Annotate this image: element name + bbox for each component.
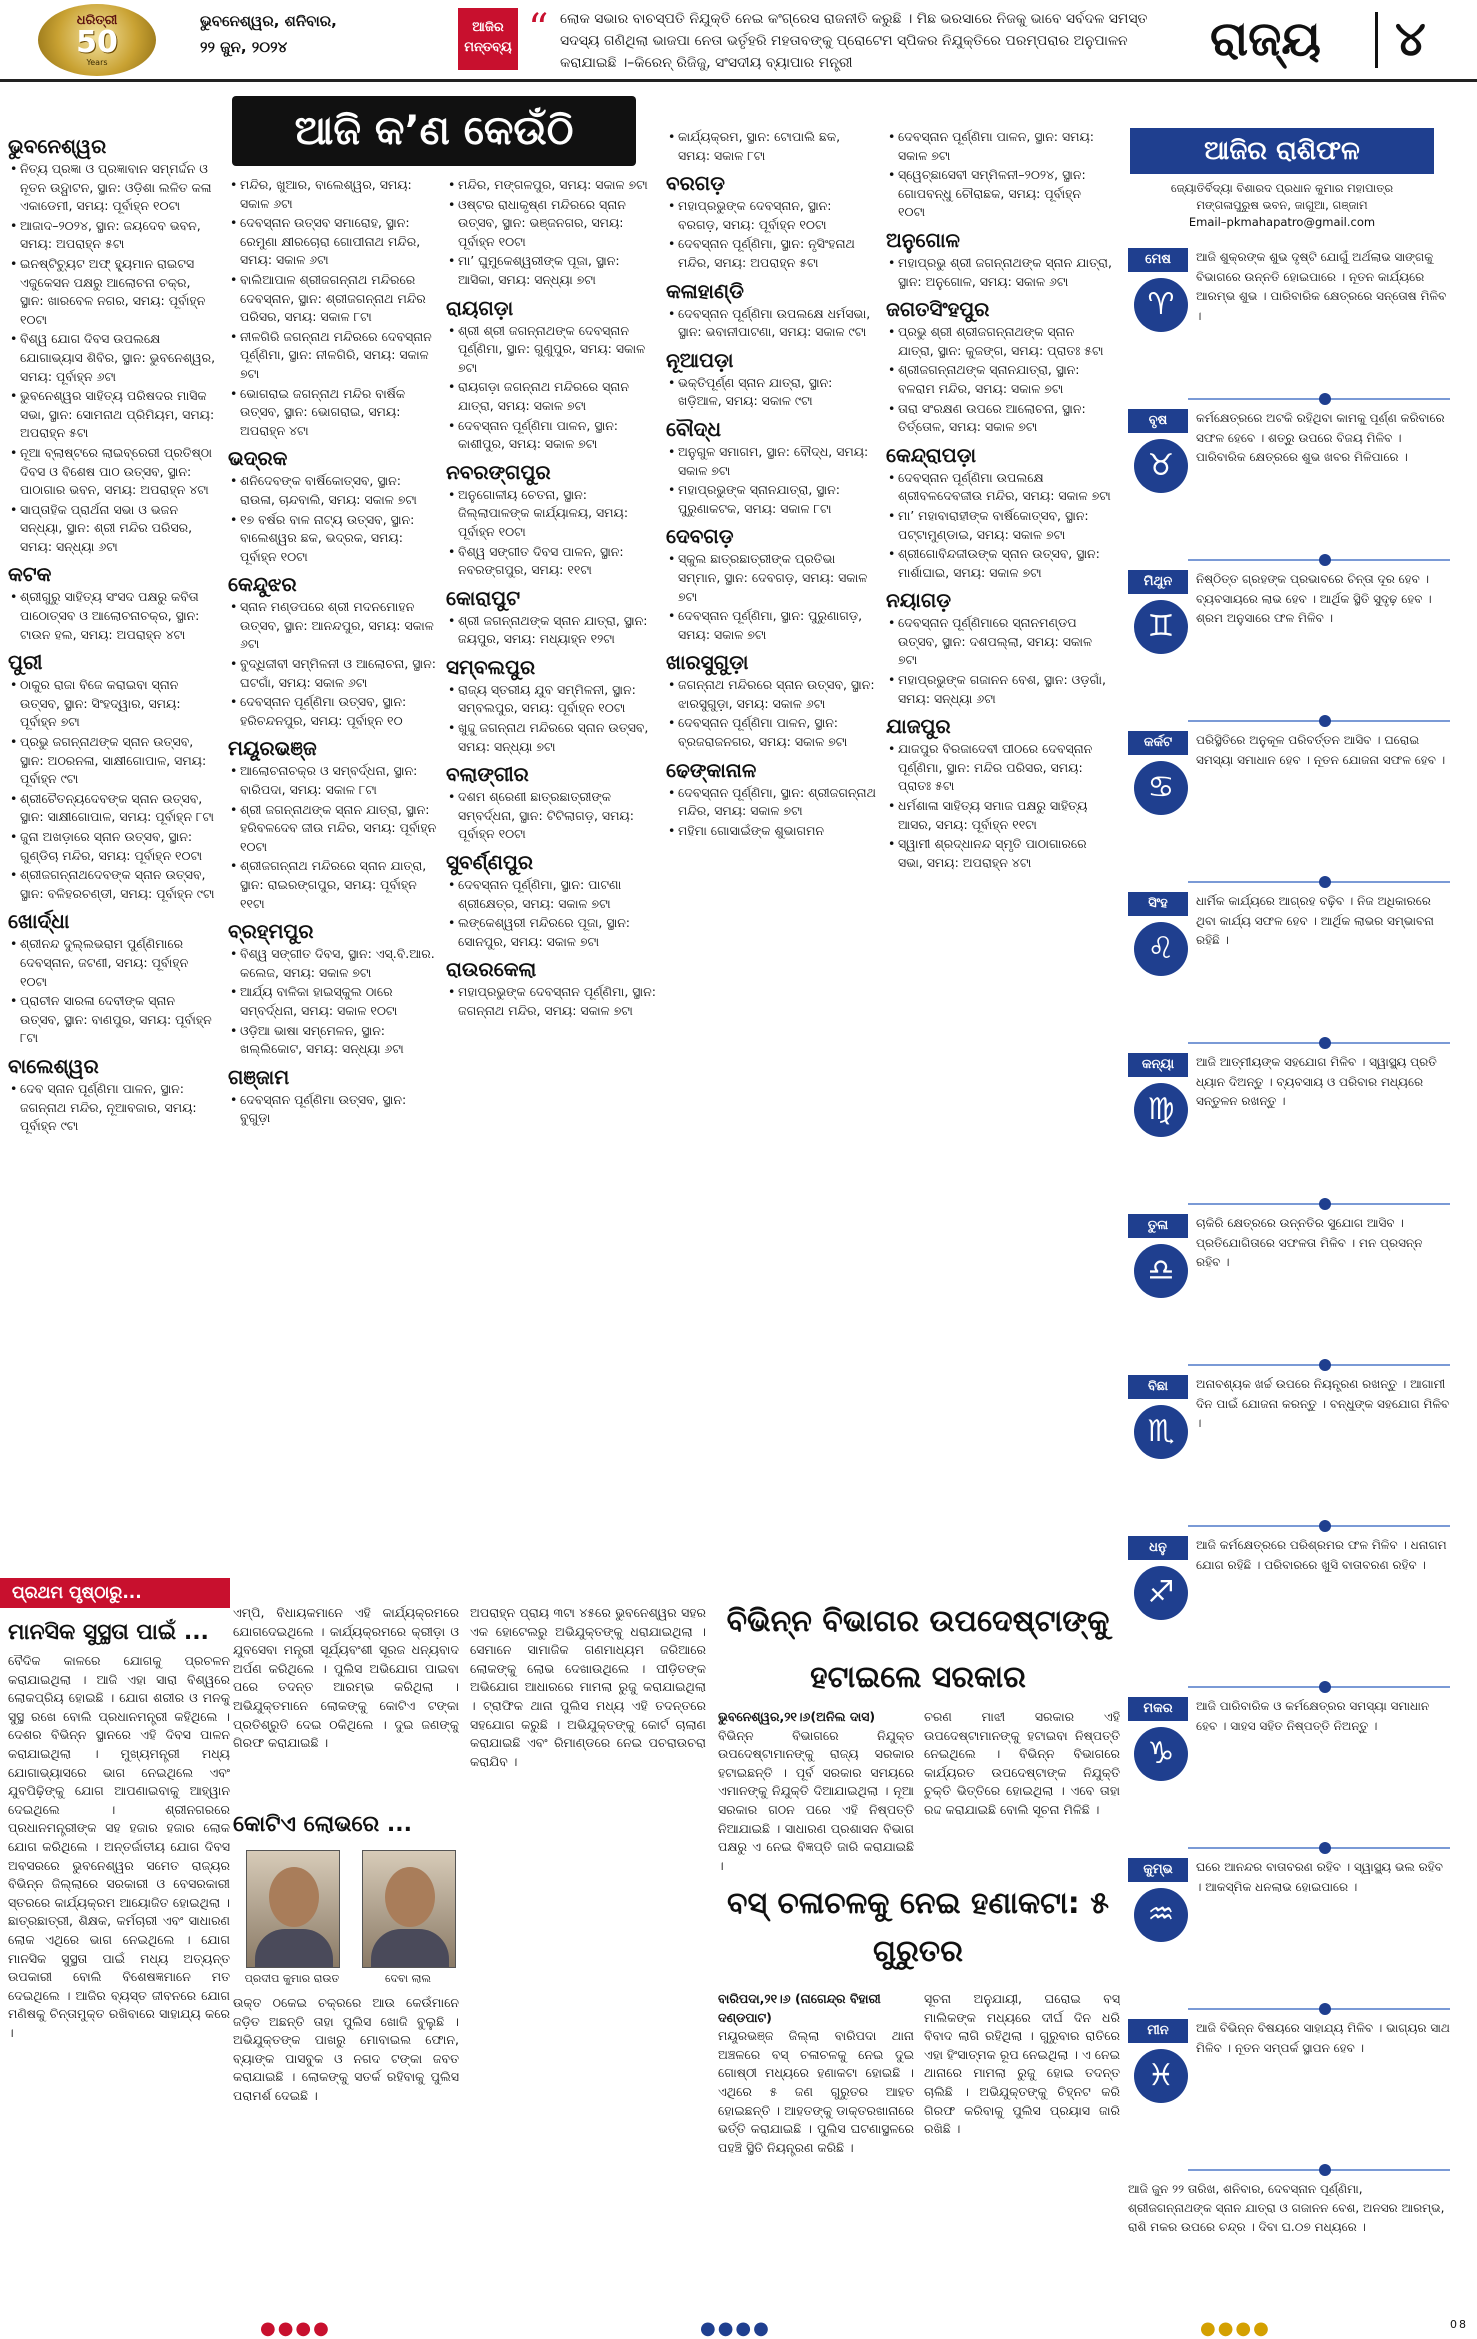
event-item: • ଲଙ୍କେଶ୍ୱରୀ ମନ୍ଦିରରେ ପୂଜା, ସ୍ଥାନ: ସୋନପୁର, ସମୟ: ସକାଳ ୭ଟା (446, 914, 656, 951)
city-heading: କେନ୍ଦ୍ରାପଡ଼ା (886, 442, 977, 467)
accused-photo-1-caption: ପ୍ରଦୀପ କୁମାର ରାଉତ (244, 1972, 340, 1985)
quote-badge: ଆଜିର ମନ୍ତବ୍ୟ (458, 8, 518, 70)
event-item: • ଦେବସ୍ନାନ ପୂର୍ଣ୍ଣିମା ପାଳନ, ସ୍ଥାନ: ସମୟ: ସକାଳ ୭ଟା (886, 128, 1112, 165)
event-item: • ଦେବସ୍ନାନ ପୂର୍ଣ୍ଣିମା, ସ୍ଥାନ: ପୁରୁଣାଗଡ଼, ସମୟ: ସକାଳ ୭ଟା (666, 607, 876, 644)
horoscope-sign (1128, 1858, 1450, 2014)
city-heading: ସୁବର୍ଣ୍ଣପୁର (446, 850, 534, 875)
sign-prediction: କର୍ମକ୍ଷେତ୍ରରେ ଅଟକି ରହିଥିବା କାମକୁ ପୂର୍ଣ୍ଣ କରିବାରେ ସଫଳ ହେବେ । ଶତ୍ରୁ ଉପରେ ବିଜୟ ମିଳିବ । ପାରିବାରିକ କ୍ଷେତ୍ରରେ ଶୁଭ ଖବର ମିଳିପାରେ । (1196, 411, 1445, 464)
events-column-5 (886, 128, 1112, 1568)
city-heading: ମୟୂରଭଞ୍ଜ (228, 736, 317, 761)
event-item: • ଶ୍ରୀଜଗନ୍ନାଥ ମନ୍ଦିରରେ ସ୍ନାନ ଯାତ୍ରା, ସ୍ଥାନ: ରାଇରଙ୍ଗପୁର, ସମୟ: ପୂର୍ବାହ୍ନ ୧୧ଟା (228, 857, 438, 913)
story-bus-clash-body (718, 1990, 914, 2306)
event-item: • ଶ୍ରୀନନ୍ଦ ଦୁଲ୍ଲଭରାମ ପୁର୍ଣ୍ଣିମାରେ ଦେବସ୍ନାନ, ଜଟଣୀ, ସମୟ: ପୂର୍ବାହ୍ନ ୧୦ଟା (8, 935, 218, 991)
zodiac-icon: ♉ (1134, 439, 1188, 493)
story-mental-health (8, 1618, 230, 2308)
horoscope-sign (1128, 1214, 1450, 1370)
city-heading: ବ୍ରହ୍ମପୁର (228, 919, 314, 944)
quote-text: ଲୋକ ସଭାର ବାଚସ୍ପତି ନିଯୁକ୍ତି ନେଇ କଂଗ୍ରେସ ରାଜନୀତି କରୁଛି । ମିଛ ଭରସାରେ ନିଜକୁ ଭାବେ ସର୍ବଦଳ ସମସ୍ତ ସଦସ୍ୟ ଗଣିଥିଲା ଭାଜପା ନେତା ଭର୍ତୃହରି ମହତାବଙ୍କୁ ପ୍ରୋଟେମ ସ୍ପିକର ନିଯୁକ୍ତିରେ ପରମ୍ପରାର ଅନୁପାଳନ କରାଯାଇଛି ।–କିରେନ୍ ରିଜିଜୁ, ସଂସଦୀୟ ବ୍ୟାପାର ମନ୍ତ୍ରୀ (560, 11, 1148, 71)
story-crore-lure-continued (233, 1994, 459, 2306)
event-item: • ନୂଆ ବ୍ଲାଷ୍ଟରେ ଲାଇବ୍ରେରୀ ପ୍ରତିଷ୍ଠା ଦିବସ ଓ ବିଶେଷ ପାଠ ଉତ୍ସବ, ସ୍ଥାନ: ପାଠାଗାର ଭବନ, ସମୟ: ଅପରାହ୍ନ ୪ଟା (8, 444, 218, 500)
horoscope-title: ଆଜିର ରାଶିଫଳ (1130, 128, 1434, 174)
sign-name: ମକର (1128, 1697, 1188, 1721)
zodiac-icon: ♎ (1134, 1244, 1188, 1298)
event-item: • ଭୋଗରାଇ ଜଗନ୍ନାଥ ମନ୍ଦିର ବାର୍ଷିକ ଉତ୍ସବ, ସ୍ଥାନ: ଭୋଗରାଇ, ସମୟ: ଅପରାହ୍ନ ୪ଟା (228, 385, 438, 441)
sign-prediction: ଧାର୍ମିକ କାର୍ଯ୍ୟରେ ଆଗ୍ରହ ବଢ଼ିବ । ନିଜ ଅଧିକାରରେ ଥିବା କାର୍ଯ୍ୟ ସଫଳ ହେବ । ଆର୍ଥିକ ଲାଭର ସମ୍ଭାବନା ରହିଛି । (1196, 894, 1434, 947)
sign-separator (1188, 720, 1450, 722)
sign-name: ମୀନ (1128, 2019, 1188, 2043)
section-title: ରାଜ୍ୟ (1210, 11, 1321, 67)
zodiac-icon: ♒ (1134, 1888, 1188, 1942)
sign-separator (1188, 1525, 1450, 1527)
event-item: • ଅନୁଗୋଳୀୟ ଚେତନା, ସ୍ଥାନ: ଜିଲ୍ଲାପାଳଙ୍କ କାର୍ଯ୍ୟାଳୟ, ସମୟ: ପୂର୍ବାହ୍ନ ୧୦ଟା (446, 486, 656, 542)
city-heading: ଅନୁଗୋଳ (886, 227, 960, 252)
event-item: • ଧର୍ମଶାଳା ସାହିତ୍ୟ ସମାଜ ପକ୍ଷରୁ ସାହିତ୍ୟ ଆସର, ସମୟ: ପୂର୍ବାହ୍ନ ୧୧ଟା (886, 797, 1112, 834)
event-item: • ବାଲିଆପାଳ ଶ୍ରୀଜଗନ୍ନାଥ ମନ୍ଦିରରେ ଦେବସ୍ନାନ, ସ୍ଥାନ: ଶ୍ରୀଜଗନ୍ନାଥ ମନ୍ଦିର ପରିସର, ସମୟ: ସକାଳ ୮ଟା (228, 271, 438, 327)
city-heading: ଭୁବନେଶ୍ୱର (8, 134, 107, 158)
sign-name: ସିଂହ (1128, 892, 1188, 916)
horoscope-sign (1128, 1536, 1450, 1692)
sign-separator (1188, 1203, 1450, 1205)
story-mental-health-body: ବୈଦିକ କାଳରେ ଯୋଗକୁ ପ୍ରଚଳନ କରାଯାଇଥିଲା । ଆଜି ଏହା ସାରା ବିଶ୍ୱରେ ଲୋକପ୍ରିୟ ହୋଇଛି । ଯୋଗ ଶରୀର ଓ ମନକୁ ସୁସ୍ଥ ରଖେ ବୋଲି ପ୍ରଧାନମନ୍ତ୍ରୀ କହିଥିଲେ । ଦେଶର ବିଭିନ୍ନ ସ୍ଥାନରେ ଏହି ଦିବସ ପାଳନ କରାଯାଇଥିଲା । ମୁଖ୍ୟମନ୍ତ୍ରୀ ମଧ୍ୟ ଯୋଗାଭ୍ୟାସରେ ଭାଗ ନେଇଥିଲେ ଏବଂ ଯୁବପିଢ଼ିଙ୍କୁ ଯୋଗ ଆପଣାଇବାକୁ ଆହ୍ୱାନ ଦେଇଥିଲେ । ଶ୍ରୀନଗରରେ ପ୍ରଧାନମନ୍ତ୍ରୀଙ୍କ ସହ ହଜାର ହଜାର ଲୋକ ଯୋଗ କରିଥିଲେ । ଅନ୍ତର୍ଜାତୀୟ ଯୋଗ ଦିବସ ଅବସରରେ ଭୁବନେଶ୍ୱର ସମେତ ରାଜ୍ୟର ବିଭିନ୍ନ ଜିଲ୍ଲାରେ ସରକାରୀ ଓ ବେସରକାରୀ ସ୍ତରରେ କାର୍ଯ୍ୟକ୍ରମ ଆୟୋଜିତ ହୋଇଥିଲା । ଛାତ୍ରଛାତ୍ରୀ, ଶିକ୍ଷକ, କର୍ମଚାରୀ ଏବଂ ସାଧାରଣ ଲୋକ ଏଥିରେ ଭାଗ ନେଇଥିଲେ । ଯୋଗ ମାନସିକ ସୁସ୍ଥତା ପାଇଁ ମଧ୍ୟ ଅତ୍ୟନ୍ତ ଉପକାରୀ ବୋଲି ବିଶେଷଜ୍ଞମାନେ ମତ ଦେଇଥିଲେ । ଆଜିର ବ୍ୟସ୍ତ ଜୀବନରେ ଯୋଗ ମଣିଷକୁ ଚିନ୍ତାମୁକ୍ତ ରଖିବାରେ ସାହାଯ୍ୟ କରେ । (8, 1653, 230, 2040)
sign-name: ତୁଳା (1128, 1214, 1188, 1238)
event-item: • ମହାପ୍ରଭୁ ଶ୍ରୀ ଜଗନ୍ନାଥଙ୍କ ସ୍ନାନ ଯାତ୍ରା, ସ୍ଥାନ: ଅନୁଗୋଳ, ସମୟ: ସକାଳ ୬ଟା (886, 254, 1112, 291)
event-item: • ଓଡ଼ିଆ ଭାଷା ସମ୍ମେଳନ, ସ୍ଥାନ: ଖଲ୍ଲିକୋଟ, ସମୟ: ସନ୍ଧ୍ୟା ୬ଟା (228, 1022, 438, 1059)
story-bus-clash-text-2: ସୂଚନା ଅନୁଯାୟୀ, ଘରୋଇ ବସ୍ ମାଲିକଙ୍କ ମଧ୍ୟରେ ଦୀର୍ଘ ଦିନ ଧରି ବିବାଦ ଲାଗି ରହିଥିଲା । ଗୁରୁବାର ରାତିରେ ଏହା ହିଂସାତ୍ମକ ରୂପ ନେଇଥିଲା । ଏ ନେଇ ଥାନାରେ ମାମଲା ରୁଜୁ ହୋଇ ତଦନ୍ତ ଚାଲିଛି । ଅଭିଯୁକ୍ତଙ୍କୁ ଚିହ୍ନଟ କରି ଗିରଫ କରିବାକୁ ପୁଲିସ ପ୍ରୟାସ ଜାରି ରଖିଛି । (924, 1991, 1120, 2137)
zodiac-icon: ♑ (1134, 1727, 1188, 1781)
sign-name: କନ୍ୟା (1128, 1053, 1188, 1077)
date-line (200, 8, 440, 60)
horoscope-footer-text: ଆଜି ଜୁନ ୨୨ ତାରିଖ, ଶନିବାର, ଦେବସ୍ନାନ ପୂର୍ଣ୍ଣିମା, ଶ୍ରୀଜଗନ୍ନାଥଙ୍କ ସ୍ନାନ ଯାତ୍ରା ଓ ଗଜାନନ ବେଶ, ଅନସର ଆରମ୍ଭ, ରାଶି ମକର ଉପରେ ଚନ୍ଦ୍ର । ଦିବା ଘ.୦୭ ମଧ୍ୟରେ । (1128, 2182, 1445, 2234)
horoscope-sign (1128, 248, 1450, 404)
sign-separator (1188, 559, 1450, 561)
event-item: • ୧୭ ବର୍ଷର ବାଳ ନାଟ୍ୟ ଉତ୍ସବ, ସ୍ଥାନ: ବାଲେଶ୍ୱର ଛକ, ଭଦ୍ରକ, ସମୟ: ପୂର୍ବାହ୍ନ ୧୦ଟା (228, 511, 438, 567)
horoscope-sign (1128, 1053, 1450, 1209)
event-item: • କାର୍ଯ୍ୟକ୍ରମ, ସ୍ଥାନ: ଟୋପାଲି ଛକ, ସମୟ: ସକାଳ ୮ଟା (666, 128, 876, 165)
newspaper-logo (38, 4, 156, 76)
event-item: • ଖୁଦ୍ଦୁ ଜଗନ୍ନାଥ ମନ୍ଦିରରେ ସ୍ନାନ ଉତ୍ସବ, ସମୟ: ସନ୍ଧ୍ୟା ୭ଟା (446, 719, 656, 756)
events-column-1 (8, 128, 218, 1568)
event-item: • ଶ୍ରୀ ଜଗନ୍ନାଥଙ୍କ ସ୍ନାନ ଯାତ୍ରା, ସ୍ଥାନ: ଜୟପୁର, ସମୟ: ମଧ୍ୟାହ୍ନ ୧୨ଟା (446, 612, 656, 649)
logo-subtitle: Years (86, 58, 108, 67)
sign-separator (1188, 1686, 1450, 1688)
zodiac-icon: ♍ (1134, 1083, 1188, 1137)
story-crore-lure-title: କୋଟିଏ ଲୋଭରେ ... (233, 1812, 412, 1837)
event-item: • ଭୁବନେଶ୍ୱର ସାହିତ୍ୟ ପରିଷଦର ମାସିକ ସଭା, ସ୍ଥାନ: ସୋମନାଥ ପ୍ରିମିୟମ, ସମୟ: ଅପରାହ୍ନ ୫ଟା (8, 387, 218, 443)
city-heading: ଢେଙ୍କାନାଳ (666, 757, 757, 782)
sign-name: ବୃଷ (1128, 409, 1188, 433)
story-advisors-headline: ବିଭିନ୍ନ ବିଭାଗର ଉପଦେଷ୍ଟାଙ୍କୁ ହଟାଇଲେ ସରକାର (726, 1604, 1110, 1695)
logo-anniversary-number: 50 (76, 25, 118, 60)
event-item: • ଅନୁଗୁଳ ସମାଗମ, ସ୍ଥାନ: ବୌଦ୍ଧ, ସମୟ: ସକାଳ ୭ଟା (666, 443, 876, 480)
story-crore-lure-part1 (233, 1604, 459, 1804)
event-item: • ପ୍ରଭୁ ଶ୍ରୀ ଶ୍ରୀଜଗନ୍ନାଥଙ୍କ ସ୍ନାନ ଯାତ୍ରା, ସ୍ଥାନ: କୁଜଙ୍ଗ, ସମୟ: ପ୍ରାତଃ ୫ଟା (886, 323, 1112, 360)
event-item: • ବିଶ୍ୱ ସଙ୍ଗୀତ ଦିବସ, ସ୍ଥାନ: ଏସ୍.ବି.ଆର. କଲେଜ, ସମୟ: ସକାଳ ୭ଟା (228, 945, 438, 982)
story-advisors-text: ବିଭିନ୍ନ ବିଭାଗରେ ନିଯୁକ୍ତ ଉପଦେଷ୍ଟାମାନଙ୍କୁ ରାଜ୍ୟ ସରକାର ହଟାଇଛନ୍ତି । ପୂର୍ବ ସରକାର ସମୟରେ ଏମାନଙ୍କୁ ନିଯୁକ୍ତି ଦିଆଯାଇଥିଲା । ନୂଆ ସରକାର ଗଠନ ପରେ ଏହି ନିଷ୍ପତ୍ତି ନିଆଯାଇଛି । ସାଧାରଣ ପ୍ରଶାସନ ବିଭାଗ ପକ୍ଷରୁ ଏ ନେଇ ବିଜ୍ଞପ୍ତି ଜାରି କରାଯାଇଛି । (718, 1727, 914, 1873)
event-item: • ରାଜ୍ୟ ସ୍ତରୀୟ ଯୁବ ସମ୍ମିଳନୀ, ସ୍ଥାନ: ସମ୍ବଲପୁର, ସମୟ: ପୂର୍ବାହ୍ନ ୧୦ଟା (446, 681, 656, 718)
event-item: • ଶ୍ରୀଜଗନ୍ନାଥଙ୍କ ସ୍ନାନଯାତ୍ରା, ସ୍ଥାନ: ବଳରାମ ମନ୍ଦିର, ସମୟ: ସକାଳ ୭ଟା (886, 361, 1112, 398)
city-heading: କଳାହାଣ୍ଡି (666, 278, 744, 303)
event-item: • ପ୍ରାଚୀନ ସାରଳା ଦେବୀଙ୍କ ସ୍ନାନ ଉତ୍ସବ, ସ୍ଥାନ: ବାଣପୁର, ସମୟ: ପୂର୍ବାହ୍ନ ୮ଟା (8, 992, 218, 1048)
event-item: • ମହିମା ଗୋସାଇଁଙ୍କ ଶୁଭାଗମନ (666, 822, 876, 841)
sign-name: ମିଥୁନ (1128, 570, 1188, 594)
story-bus-clash-headline: ବସ୍ ଚଳାଚଳକୁ ନେଇ ହଣାକଟା: ୫ ଗୁରୁତର (727, 1886, 1109, 1969)
horoscope-sign (1128, 2019, 1450, 2175)
event-item: • ମା’ ମହାବାରାହୀଙ୍କ ବାର୍ଷିକୋତ୍ସବ, ସ୍ଥାନ: ପଟ୍ଟାମୁଣ୍ଡାଇ, ସମୟ: ସକାଳ ୭ଟା (886, 507, 1112, 544)
horoscope-sign (1128, 1697, 1450, 1853)
event-item: • ଦେବସ୍ନାନ ପୂର୍ଣ୍ଣିମା ଉପଲକ୍ଷେ ଶ୍ରୀବଳଦେବଜୀଉ ମନ୍ଦିର, ସମୟ: ସକାଳ ୭ଟା (886, 469, 1112, 506)
story-crore-lure-col2-text: ଅପରାହ୍ନ ପ୍ରାୟ ୩ଟା ୪୫ରେ ଭୁବନେଶ୍ୱର ସହର ଏକ ହୋଟେଲରୁ ଅଭିଯୁକ୍ତଙ୍କୁ ଧରାଯାଇଥିଲା । ସେମାନେ ସାମାଜିକ ଗଣମାଧ୍ୟମ ଜରିଆରେ ଲୋକଙ୍କୁ ଲୋଭ ଦେଖାଉଥିଲେ । ପୀଡ଼ିତଙ୍କ ଅଭିଯୋଗ ଆଧାରରେ ମାମଲା ରୁଜୁ କରାଯାଇଥିଲା । ଟ୍ରାଫିକ ଥାନା ପୁଲିସ ମଧ୍ୟ ଏହି ତଦନ୍ତରେ ସହଯୋଗ କରୁଛି । ଅଭିଯୁକ୍ତଙ୍କୁ କୋର୍ଟ ଚାଲାଣ କରାଯାଇଛି ଏବଂ ରିମାଣ୍ଡରେ ନେଇ ପଚରାଉଚରା କରାଯିବ । (470, 1605, 706, 1769)
event-item: • ଶ୍ରୀଜଗନ୍ନାଥଦେବଙ୍କ ସ୍ନାନ ଉତ୍ସବ, ସ୍ଥାନ: ବଳିହରଚଣ୍ଡୀ, ସମୟ: ପୂର୍ବାହ୍ନ ୯ଟା (8, 866, 218, 903)
page-number: ୪ (1395, 11, 1426, 67)
event-item: • ଦେବସ୍ନାନ ପୂର୍ଣ୍ଣିମା ଉପଲକ୍ଷେ ଧର୍ମସଭା, ସ୍ଥାନ: ଭବାନୀପାଟଣା, ସମୟ: ସକାଳ ୯ଟା (666, 305, 876, 342)
story-bus-clash-body-2 (924, 1990, 1120, 2306)
sign-separator (1188, 2169, 1450, 2171)
story-bus-clash-text: ମୟୂରଭଞ୍ଜ ଜିଲ୍ଲା ବାରିପଦା ଥାନା ଅଞ୍ଚଳରେ ବସ୍ ଚଳାଚଳକୁ ନେଇ ଦୁଇ ଗୋଷ୍ଠୀ ମଧ୍ୟରେ ହଣାକଟା ହୋଇଛି । ଏଥିରେ ୫ ଜଣ ଗୁରୁତର ଆହତ ହୋଇଛନ୍ତି । ଆହତଙ୍କୁ ଡାକ୍ତରଖାନାରେ ଭର୍ତ୍ତି କରାଯାଇଛି । ପୁଲିସ ଘଟଣାସ୍ଥଳରେ ପହଞ୍ଚି ସ୍ଥିତି ନିୟନ୍ତ୍ରଣ କରିଛି । (718, 2028, 914, 2155)
event-item: • ଶ୍ରୀଚୈତନ୍ୟଦେବଙ୍କ ସ୍ନାନ ଉତ୍ସବ, ସ୍ଥାନ: ସାକ୍ଷୀଗୋପାଳ, ସମୟ: ପୂର୍ବାହ୍ନ ୮ଟା (8, 790, 218, 827)
sign-prediction: ନିଷ୍ଠିତ୍ତ ଗ୍ରହଙ୍କ ପ୍ରଭାବରେ ଚିନ୍ତା ଦୂର ହେବ । ବ୍ୟବସାୟରେ ଲାଭ ହେବ । ଆର୍ଥିକ ସ୍ଥିତି ସୁଦୃଢ଼ ହେବ । ଶ୍ରମ ଅନୁସାରେ ଫଳ ମିଳିବ । (1196, 572, 1432, 625)
event-item: • ଦଶମ ଶ୍ରେଣୀ ଛାତ୍ରଛାତ୍ରୀଙ୍କ ସମ୍ବର୍ଦ୍ଧନା, ସ୍ଥାନ: ଟିଟିଲାଗଡ଼, ସମୟ: ପୂର୍ବାହ୍ନ ୧୦ଟା (446, 788, 656, 844)
sign-separator (1188, 1042, 1450, 1044)
sign-name: ମେଷ (1128, 248, 1188, 272)
event-item: • ମହାପ୍ରଭୁଙ୍କ ଗଜାନନ ବେଶ, ସ୍ଥାନ: ଓଡ଼ଗାଁ, ସମୟ: ସନ୍ଧ୍ୟା ୬ଟା (886, 671, 1112, 708)
event-item: • ଶ୍ରୀ ଜଗନ୍ନାଥଙ୍କ ସ୍ନାନ ଯାତ୍ରା, ସ୍ଥାନ: ହରିବଳଦେବ ଜୀଉ ମନ୍ଦିର, ସମୟ: ପୂର୍ବାହ୍ନ ୧୦ଟା (228, 801, 438, 857)
logo-name: ଧରିତ୍ରୀ (76, 13, 118, 28)
event-item: • ମନ୍ଦିର, ଖୁଆର, ବାଲେଶ୍ୱର, ସମୟ: ସକାଳ ୬ଟା (228, 176, 438, 213)
event-item: • ମା’ ଘୁମୁକେଶ୍ୱରୀଙ୍କ ପୂଜା, ସ୍ଥାନ: ଆସିକା, ସମୟ: ସନ୍ଧ୍ୟା ୭ଟା (446, 252, 656, 289)
city-heading: ନବରଙ୍ଗପୁର (446, 459, 551, 484)
story-advisors-text-2: ଚରଣ ମାଝୀ ସରକାର ଏହି ଉପଦେଷ୍ଟାମାନଙ୍କୁ ହଟାଇବା ନିଷ୍ପତ୍ତି ନେଇଥିଲେ । ବିଭିନ୍ନ ବିଭାଗରେ କାର୍ଯ୍ୟରତ ଉପଦେଷ୍ଟାଙ୍କ ନିଯୁକ୍ତି ଚୁକ୍ତି ଭିତ୍ତିରେ ହୋଇଥିଲା । ଏବେ ତାହା ରଦ୍ଦ କରାଯାଇଛି ବୋଲି ସୂଚନା ମିଳିଛି । (924, 1709, 1120, 1817)
story-advisors-body-2 (924, 1708, 1120, 1874)
event-item: • ସ୍ନାନ ମଣ୍ଡପରେ ଶ୍ରୀ ମଦନମୋହନ ଉତ୍ସବ, ସ୍ଥାନ: ଆନନ୍ଦପୁର, ସମୟ: ସକାଳ ୬ଟା (228, 598, 438, 654)
from-front-page-label: ପ୍ରଥମ ପୃଷ୍ଠାରୁ... (0, 1578, 230, 1608)
story-mental-health-title: ମାନସିକ ସୁସ୍ଥତା ପାଇଁ ... (8, 1620, 209, 1645)
event-item: • ତାରା ସଂରକ୍ଷଣ ଉପରେ ଆଲୋଚନା, ସ୍ଥାନ: ତିର୍ତ୍ତୋଳ, ସମୟ: ସକାଳ ୭ଟା (886, 400, 1112, 437)
sign-prediction: ଅନାବଶ୍ୟକ ଖର୍ଚ୍ଚ ଉପରେ ନିୟନ୍ତ୍ରଣ ରଖନ୍ତୁ । ଆଗାମୀ ଦିନ ପାଇଁ ଯୋଜନା କରନ୍ତୁ । ବନ୍ଧୁଙ୍କ ସହଯୋଗ ମିଳିବ । (1196, 1377, 1450, 1430)
event-item: • ଶ୍ରୀଗୁରୁ ସାହିତ୍ୟ ସଂସଦ ପକ୍ଷରୁ କବିତା ପାଠୋତ୍ସବ ଓ ଆଲୋଚନାଚକ୍ର, ସ୍ଥାନ: ଟାଉନ ହଲ, ସମୟ: ଅପରାହ୍ନ ୪ଟା (8, 588, 218, 644)
city-heading: ବୌଦ୍ଧ (666, 416, 721, 441)
zodiac-icon: ♓ (1134, 2049, 1188, 2103)
event-item: • ମନ୍ଦିର, ମଙ୍ଗଳପୁର, ସମୟ: ସକାଳ ୭ଟା (446, 176, 656, 195)
event-item: • ସ୍ୱାମୀ ଶ୍ରଦ୍ଧାନନ୍ଦ ସ୍ମୃତି ପାଠାଗାରରେ ସଭା, ସମୟ: ଅପରାହ୍ନ ୪ଟା (886, 835, 1112, 872)
sign-prediction: ପରିସ୍ଥିତିରେ ଅନୁକୂଳ ପରିବର୍ତ୍ତନ ଆସିବ । ଘରୋଇ ସମସ୍ୟା ସମାଧାନ ହେବ । ନୂତନ ଯୋଜନା ସଫଳ ହେବ । (1196, 733, 1446, 767)
event-item: • ଇନଷ୍ଟିଚ୍ୟୁଟ ଅଫ୍ ହ୍ୟୁମାନ ରାଇଟସ ଏଜୁକେସନ ପକ୍ଷରୁ ଆଲୋଚନା ଚକ୍ର, ସ୍ଥାନ: ଖାରବେଳ ନଗର, ସମୟ: ପୂର୍ବାହ୍ନ ୧୦ଟା (8, 255, 218, 329)
story-crore-lure-column-2 (470, 1604, 706, 2306)
event-item: • ବୁଦ୍ଧିଜୀବୀ ସମ୍ମିଳନୀ ଓ ଆଲୋଚନା, ସ୍ଥାନ: ଘଟଗାଁ, ସମୟ: ସକାଳ ୬ଟା (228, 655, 438, 692)
sign-separator (1188, 398, 1450, 400)
city-heading: ବରଗଡ଼ (666, 171, 725, 196)
event-item: • ଦେବସ୍ନାନ ପୂର୍ଣ୍ଣିମା, ସ୍ଥାନ: ଶ୍ରୀଜଗନ୍ନାଥ ମନ୍ଦିର, ସମୟ: ସକାଳ ୭ଟା (666, 784, 876, 821)
sign-prediction: ଆଜି ଶୁକ୍ରଙ୍କ ଶୁଭ ଦୃଷ୍ଟି ଯୋଗୁଁ ଅର୍ଥଲାଭ ସାଙ୍ଗକୁ ବିଭାଗରେ ଉନ୍ନତି ହୋଇପାରେ । ନୂତନ କାର୍ଯ୍ୟରେ ଆରମ୍ଭ ଶୁଭ । ପାରିବାରିକ କ୍ଷେତ୍ରରେ ସନ୍ତୋଷ ମିଳିବ । (1196, 250, 1447, 323)
accused-photo-1 (246, 1850, 340, 1968)
event-item: • ନୀଳଗିରି ଜଗନ୍ନାଥ ମନ୍ଦିରରେ ଦେବସ୍ନାନ ପୂର୍ଣ୍ଣିମା, ସ୍ଥାନ: ନୀଳଗିରି, ସମୟ: ସକାଳ ୭ଟା (228, 328, 438, 384)
event-item: • ଠାକୁର ରାଜା ବିଜେ କରାଇବା ସ୍ନାନ ଉତ୍ସବ, ସ୍ଥାନ: ସିଂହଦ୍ୱାର, ସମୟ: ପୂର୍ବାହ୍ନ ୭ଟା (8, 676, 218, 732)
story-advisors-body (718, 1708, 914, 1874)
events-column-4 (666, 128, 876, 1568)
sign-prediction: ଆଜି ଆତ୍ମୀୟଙ୍କ ସହଯୋଗ ମିଳିବ । ସ୍ୱାସ୍ଥ୍ୟ ପ୍ରତି ଧ୍ୟାନ ଦିଅନ୍ତୁ । ବ୍ୟବସାୟ ଓ ପରିବାର ମଧ୍ୟରେ ସନ୍ତୁଳନ ରଖନ୍ତୁ । (1196, 1055, 1437, 1108)
city-heading: କେନ୍ଦୁଝର (228, 572, 297, 597)
registration-marks-center: ●●●● (700, 2318, 771, 2339)
city-heading: ଗଞ୍ଜାମ (228, 1064, 290, 1089)
sign-separator (1188, 1364, 1450, 1366)
sign-separator (1188, 881, 1450, 883)
sign-name: ଧନୁ (1128, 1536, 1188, 1560)
zodiac-icon: ♌ (1134, 922, 1188, 976)
sign-prediction: ଚାକିରି କ୍ଷେତ୍ରରେ ଉନ୍ନତିର ସୁଯୋଗ ଆସିବ । ପ୍ରତିଯୋଗିତାରେ ସଫଳତା ମିଳିବ । ମନ ପ୍ରସନ୍ନ ରହିବ । (1196, 1216, 1423, 1269)
horoscope-intro: ଜ୍ୟୋତିର୍ବିଦ୍ୟା ବିଶାରଦ ପ୍ରଧାନ କୁମାର ମହାପାତ୍ର ମଙ୍ଗଳାପୁରୁଷ ଭବନ, ଜାଗୁଆ, ଗଞ୍ଜାମ Email–pkmahapatro@gmail.com (1170, 181, 1394, 229)
quote-mark-icon: “ (528, 6, 549, 52)
event-item: • ଶ୍ରୀ ଶ୍ରୀ ଜଗନ୍ନାଥଙ୍କ ଦେବସ୍ନାନ ପୂର୍ଣ୍ଣିମା, ସ୍ଥାନ: ଗୁଣୁପୁର, ସମୟ: ସକାଳ ୭ଟା (446, 322, 656, 378)
city-heading: ଖାରସୁଗୁଡ଼ା (666, 650, 749, 675)
story-advisors-dateline: ଭୁବନେଶ୍ୱର,୨୧।୬(ଅନିଲ ଦାସ) (718, 1709, 876, 1724)
event-item: • ଦେବସ୍ନାନ ପୂର୍ଣ୍ଣିମା, ସ୍ଥାନ: ପାଟଣା ଶ୍ରୀକ୍ଷେତ୍ର, ସମୟ: ସକାଳ ୭ଟା (446, 876, 656, 913)
city-heading: ଜଗତସିଂହପୁର (886, 297, 990, 322)
story-crore-lure-body: ଏମ୍ପି, ବିଧାୟକମାନେ ଏହି କାର୍ଯ୍ୟକ୍ରମରେ ଯୋଗଦେଇଥିଲେ । କାର୍ଯ୍ୟକ୍ରମରେ କ୍ରୀଡ଼ା ଓ ଯୁବସେବା ମନ୍ତ୍ରୀ ସୂର୍ଯ୍ୟବଂଶୀ ସୂରଜ ଧନ୍ୟବାଦ ଅର୍ପଣ କରିଥିଲେ । ପୁଲିସ ଅଭିଯୋଗ ପାଇବା ପରେ ତଦନ୍ତ ଆରମ୍ଭ କରିଥିଲା । ଅଭିଯୁକ୍ତମାନେ ଲୋକଙ୍କୁ କୋଟିଏ ଟଙ୍କା ପ୍ରତିଶ୍ରୁତି ଦେଇ ଠକିଥିଲେ । ଦୁଇ ଜଣଙ୍କୁ ଗିରଫ କରାଯାଇଛି । (233, 1605, 459, 1751)
event-item: • ସ୍କୁଲ ଛାତ୍ରଛାତ୍ରୀଙ୍କ ପ୍ରତିଭା ସମ୍ମାନ, ସ୍ଥାନ: ଦେବଗଡ଼, ସମୟ: ସକାଳ ୭ଟା (666, 550, 876, 606)
event-item: • ଆଜାଦ–୨୦୨୪, ସ୍ଥାନ: ଜୟଦେବ ଭବନ, ସମୟ: ଅପରାହ୍ନ ୫ଟା (8, 217, 218, 254)
masthead (0, 0, 1477, 82)
event-item: • ସ୍ୱେଚ୍ଛାସେବୀ ସମ୍ମିଳନୀ–୨୦୨୪, ସ୍ଥାନ: ଗୋପବନ୍ଧୁ ଚୌରାଛକ, ସମୟ: ପୂର୍ବାହ୍ନ ୧୦ଟା (886, 166, 1112, 222)
city-heading: ସମ୍ବଲପୁର (446, 654, 536, 679)
registration-marks-right: ●●●● (1200, 2318, 1271, 2339)
date-city: ଭୁବନେଶ୍ୱର, ଶନିବାର, (200, 12, 337, 30)
city-heading: କଟକ (8, 562, 52, 587)
event-item: • ଦେବ ସ୍ନାନ ପୂର୍ଣ୍ଣିମା ପାଳନ, ସ୍ଥାନ: ଜଗନ୍ନାଥ ମନ୍ଦିର, ନୂଆବଜାର, ସମୟ: ପୂର୍ବାହ୍ନ ୯ଟା (8, 1080, 218, 1136)
sign-name: ବିଛା (1128, 1375, 1188, 1399)
event-item: • ଦେବସ୍ନାନ ପୂର୍ଣ୍ଣିମାରେ ସ୍ନାନମଣ୍ଡପ ଉତ୍ସବ, ସ୍ଥାନ: ଦଶପଲ୍ଲା, ସମୟ: ସକାଳ ୭ଟା (886, 614, 1112, 670)
event-item: • ନିତ୍ୟ ପ୍ରଜ୍ଞା ଓ ପ୍ରଜ୍ଞାବାନ ସମ୍ମର୍ଦ୍ଦନ ଓ ନୂତନ ଉଦ୍ଘାଟନ, ସ୍ଥାନ: ଓଡ଼ିଶା ଲଳିତ କଳା ଏକାଡେମୀ, ସମୟ: ପୂର୍ବାହ୍ନ ୧୦ଟା (8, 160, 218, 216)
sign-prediction: ଆଜି କର୍ମକ୍ଷେତ୍ରରେ ପରିଶ୍ରମର ଫଳ ମିଳିବ । ଧନାଗମ ଯୋଗ ରହିଛି । ପରିବାରରେ ଖୁସି ବାତାବରଣ ରହିବ । (1196, 1538, 1447, 1572)
event-item: • ଆର୍ଯ୍ୟ ବାଳିକା ହାଇସ୍କୁଲ ଠାରେ ସମ୍ବର୍ଦ୍ଧନା, ସମୟ: ସକାଳ ୧୦ଟା (228, 983, 438, 1020)
events-column-3 (446, 176, 656, 1568)
city-heading: ରାଉରକେଲା (446, 957, 537, 982)
sign-name: କୁମ୍ଭ (1128, 1858, 1188, 1882)
city-heading: ରାୟଗଡ଼ା (446, 295, 514, 320)
event-item: • ରାୟଗଡ଼ା ଜଗନ୍ନାଥ ମନ୍ଦିରରେ ସ୍ନାନ ଯାତ୍ରା, ସମୟ: ସକାଳ ୭ଟା (446, 378, 656, 415)
event-item: • ମହାପ୍ରଭୁଙ୍କ ଦେବସ୍ନାନ ପୂର୍ଣ୍ଣିମା, ସ୍ଥାନ: ଜଗନ୍ନାଥ ମନ୍ଦିର, ସମୟ: ସକାଳ ୭ଟା (446, 983, 656, 1020)
city-heading: ବାଲେଶ୍ୱର (8, 1053, 99, 1078)
sign-separator (1188, 1847, 1450, 1849)
event-item: • ଦେବସ୍ନାନ ପୂର୍ଣ୍ଣିମା ପାଳନ, ସ୍ଥାନ: କାଶୀପୁର, ସମୟ: ସକାଳ ୭ଟା (446, 417, 656, 454)
event-item: • ପ୍ରଭୁ ଜଗନ୍ନାଥଙ୍କ ସ୍ନାନ ଉତ୍ସବ, ସ୍ଥାନ: ଅଠରନଳା, ସାକ୍ଷୀଗୋପାଳ, ସମୟ: ପୂର୍ବାହ୍ନ ୯ଟା (8, 733, 218, 789)
event-item: • ମହାପ୍ରଭୁଙ୍କ ସ୍ନାନଯାତ୍ରା, ସ୍ଥାନ: ପୁରୁଣାକଟକ, ସମୟ: ସକାଳ ୮ଟା (666, 481, 876, 518)
registration-marks-left: ●●●● (260, 2318, 331, 2339)
city-heading: ନୂଆପଡ଼ା (666, 347, 734, 372)
horoscope-sign (1128, 1375, 1450, 1531)
city-heading: ନୟାଗଡ଼ (886, 588, 952, 613)
event-item: • ବିଶ୍ୱ ଯୋଗ ଦିବସ ଉପଲକ୍ଷେ ଯୋଗାଭ୍ୟାସ ଶିବିର, ସ୍ଥାନ: ଭୁବନେଶ୍ୱର, ସମୟ: ପୂର୍ବାହ୍ନ ୬ଟା (8, 330, 218, 386)
events-column-2 (228, 176, 438, 1568)
city-heading: ବଲାଙ୍ଗୀର (446, 762, 529, 787)
event-item: • ଶ୍ରୀଗୋବିନ୍ଦଜୀଉଙ୍କ ସ୍ନାନ ଉତ୍ସବ, ସ୍ଥାନ: ମାର୍ଶାଘାଇ, ସମୟ: ସକାଳ ୭ଟା (886, 545, 1112, 582)
zodiac-icon: ♏ (1134, 1405, 1188, 1459)
event-item: • ବିଶ୍ୱ ସଙ୍ଗୀତ ଦିବସ ପାଳନ, ସ୍ଥାନ: ନବରଙ୍ଗପୁର, ସମୟ: ୧୧ଟା (446, 543, 656, 580)
section-divider (1375, 12, 1378, 68)
horoscope-sign (1128, 731, 1450, 887)
story-bus-clash-dateline: ବାରିପଦା,୨୧।୬ (ନାଗେନ୍ଦ୍ର ବିହାରୀ ଦଣ୍ଡପାଟ) (718, 1991, 881, 2025)
horoscope-sign (1128, 409, 1450, 565)
sign-prediction: ଆଜି ବିଭିନ୍ନ ବିଷୟରେ ସାହାଯ୍ୟ ମିଳିବ । ଭାଗ୍ୟର ସାଥ ମିଳିବ । ନୂତନ ସମ୍ପର୍କ ସ୍ଥାପନ ହେବ । (1196, 2021, 1450, 2055)
event-item: • ଦେବସ୍ନାନ ପୂର୍ଣ୍ଣିମା ଉତ୍ସବ, ସ୍ଥାନ: ବୁଗୁଡ଼ା (228, 1091, 438, 1128)
event-item: • ଓଷ୍ଟର ରାଧାକୃଷ୍ଣ ମନ୍ଦିରରେ ସ୍ନାନ ଉତ୍ସବ, ସ୍ଥାନ: ଭଞ୍ଜନଗର, ସମୟ: ପୂର୍ବାହ୍ନ ୧୦ଟା (446, 196, 656, 252)
zodiac-icon: ♈ (1134, 278, 1188, 332)
zodiac-icon: ♊ (1134, 600, 1188, 654)
date-value: ୨୨ ଜୁନ, ୨୦୨୪ (200, 38, 288, 56)
horoscope-sign (1128, 570, 1450, 726)
event-item: • ଦେବସ୍ନାନ ପୂର୍ଣ୍ଣିମା ପାଳନ, ସ୍ଥାନ: ବ୍ରଜରାଜନଗର, ସମୟ: ସକାଳ ୭ଟା (666, 714, 876, 751)
event-item: • ଜୁନା ଅଖଡ଼ାରେ ସ୍ନାନ ଉତ୍ସବ, ସ୍ଥାନ: ଗୁଣ୍ଡିଚା ମନ୍ଦିର, ସମୟ: ପୂର୍ବାହ୍ନ ୧୦ଟା (8, 828, 218, 865)
sign-prediction: ଆଜି ପାରିବାରିକ ଓ କର୍ମକ୍ଷେତ୍ରର ସମସ୍ୟା ସମାଧାନ ହେବ । ସାହସ ସହିତ ନିଷ୍ପତ୍ତି ନିଅନ୍ତୁ । (1196, 1699, 1430, 1733)
city-heading: ଦେବଗଡ଼ (666, 524, 734, 549)
page-footer (0, 2310, 1477, 2339)
city-heading: ଯାଜପୁର (886, 714, 951, 739)
city-heading: ଖୋର୍ଦ୍ଧା (8, 909, 70, 934)
event-item: • ସାପ୍ତାହିକ ପ୍ରାର୍ଥନା ସଭା ଓ ଭଜନ ସନ୍ଧ୍ୟା, ସ୍ଥାନ: ଶ୍ରୀ ମନ୍ଦିର ପରିସର, ସମୟ: ସନ୍ଧ୍ୟା ୬ଟା (8, 501, 218, 557)
sign-name: କର୍କଟ (1128, 731, 1188, 755)
city-heading: ପୁରୀ (8, 650, 43, 675)
event-item: • ମହାପ୍ରଭୁଙ୍କ ଦେବସ୍ନାନ, ସ୍ଥାନ: ବରଗଡ଼, ସମୟ: ପୂର୍ବାହ୍ନ ୧୦ଟା (666, 197, 876, 234)
event-item: • ଶନିଦେବଙ୍କ ବାର୍ଷିକୋତ୍ସବ, ସ୍ଥାନ: ରାଉଳା, ଚାନ୍ଦବାଲି, ସମୟ: ସକାଳ ୭ଟା (228, 472, 438, 509)
story-crore-lure-cont-text: ଉକ୍ତ ଠକେଇ ଚକ୍ରରେ ଆଉ କେଉଁମାନେ ଜଡ଼ିତ ଅଛନ୍ତି ତାହା ପୁଲିସ ଖୋଜି ବୁଲୁଛି । ଅଭିଯୁକ୍ତଙ୍କ ପାଖରୁ ମୋବାଇଲ ଫୋନ, ବ୍ୟାଙ୍କ ପାସବୁକ ଓ ନଗଦ ଟଙ୍କା ଜବତ କରାଯାଇଛି । ଲୋକଙ୍କୁ ସତର୍କ ରହିବାକୁ ପୁଲିସ ପରାମର୍ଶ ଦେଇଛି । (233, 1995, 459, 2103)
sign-separator (1188, 2008, 1450, 2010)
accused-photo-2-caption: ଦେବା ଲାଲ (385, 1972, 431, 1985)
event-item: • ଦେବସ୍ନାନ ପୂର୍ଣ୍ଣିମା ଉତ୍ସବ, ସ୍ଥାନ: ହରିଚନ୍ଦନପୁର, ସମୟ: ପୂର୍ବାହ୍ନ ୧୦ (228, 693, 438, 730)
city-heading: ଭଦ୍ରକ (228, 446, 288, 471)
event-item: • ଯାଜପୁର ବିରଜାଦେବୀ ପୀଠରେ ଦେବସ୍ନାନ ପୂର୍ଣ୍ଣିମା, ସ୍ଥାନ: ମନ୍ଦିର ପରିସର, ସମୟ: ପ୍ରାତଃ ୫ଟା (886, 740, 1112, 796)
zodiac-icon: ♐ (1134, 1566, 1188, 1620)
horoscope-sign (1128, 892, 1450, 1048)
events-banner: ଆଜି କ’ଣ କେଉଁଠି (232, 96, 636, 166)
sign-prediction: ଘରେ ଆନନ୍ଦର ବାତାବରଣ ରହିବ । ସ୍ୱାସ୍ଥ୍ୟ ଭଲ ରହିବ । ଆକସ୍ମିକ ଧନଲାଭ ହୋଇପାରେ । (1196, 1860, 1443, 1894)
page-code: 08 (1450, 2318, 1468, 2331)
event-item: • ଦେବସ୍ନାନ ଉତ୍ସବ ସମାରୋହ, ସ୍ଥାନ: ରେମୁଣା କ୍ଷୀରଚୋରା ଗୋପୀନାଥ ମନ୍ଦିର, ସମୟ: ସକାଳ ୬ଟା (228, 214, 438, 270)
event-item: • ଦେବସ୍ନାନ ପୂର୍ଣ୍ଣିମା, ସ୍ଥାନ: ନୃସିଂହନାଥ ମନ୍ଦିର, ସମୟ: ଅପରାହ୍ନ ୫ଟା (666, 235, 876, 272)
event-item: • ଭକ୍ତିପୂର୍ଣ୍ଣ ସ୍ନାନ ଯାତ୍ରା, ସ୍ଥାନ: ଖଡ଼ିଆଳ, ସମୟ: ସକାଳ ୯ଟା (666, 374, 876, 411)
city-heading: କୋରାପୁଟ (446, 585, 521, 610)
event-item: • ଜଗନ୍ନାଥ ମନ୍ଦିରରେ ସ୍ନାନ ଉତ୍ସବ, ସ୍ଥାନ: ଝାରସୁଗୁଡ଼ା, ସମୟ: ସକାଳ ୬ଟା (666, 676, 876, 713)
accused-photo-2 (362, 1850, 456, 1968)
zodiac-icon: ♋ (1134, 761, 1188, 815)
event-item: • ଆଲୋଚନାଚକ୍ର ଓ ସମ୍ବର୍ଦ୍ଧନା, ସ୍ଥାନ: ବାରିପଦା, ସମୟ: ସକାଳ ୮ଟା (228, 762, 438, 799)
